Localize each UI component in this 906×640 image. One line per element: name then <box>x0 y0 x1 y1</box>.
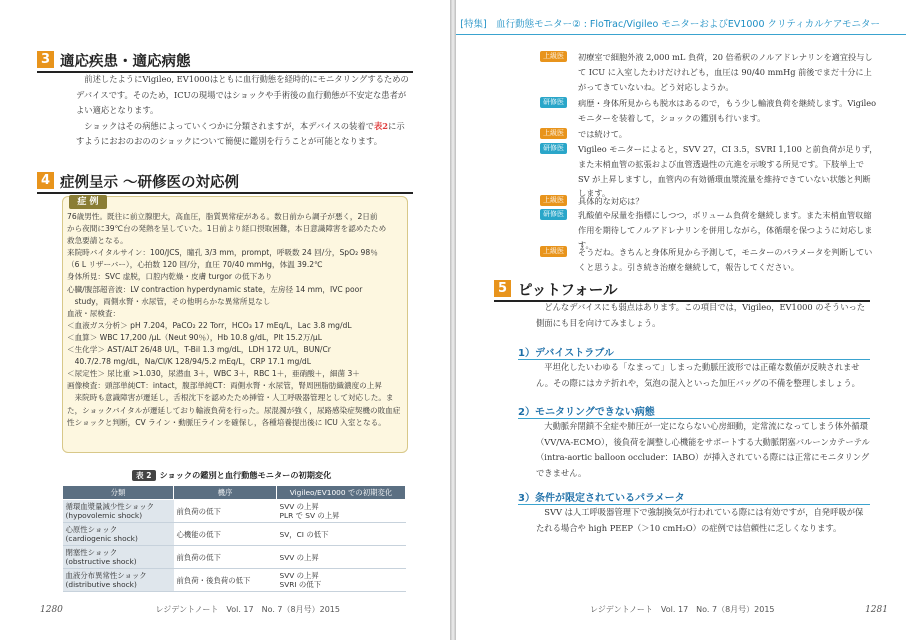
table-cell: 前負荷の低下 <box>174 500 277 523</box>
table-row <box>63 569 406 592</box>
header-tag: [特集] <box>460 19 487 30</box>
p2-text-a: ショックはその病態によっていくつかに分類されますが，本デバイスの装着で <box>84 120 374 131</box>
dialog-text: Vigileo モニターによると，SVV 27，CI 3.5，SVRI 1,100 と前負荷が足りず，また末梢血管の拡張および血管透過性の亢進を示唆する所見です。下肢挙上で SV が上昇しますし，血管内の有効循環血漿流量を維持できていない状態と判断します。 <box>578 144 878 199</box>
running-header-text <box>460 16 880 30</box>
case-line: ＜血液ガス分析＞ pH 7.204，PaCO₂ 22 Torr，HCO₃ 17 mEq/L，Lac 3.8 mg/dL <box>67 320 352 330</box>
case-line: 来院時も意識障害が遷延し，舌根沈下を認めたため挿管・人工呼吸器管理として対応した。ま <box>67 393 394 403</box>
table-cell: 前負荷・後負荷の低下 <box>174 569 277 592</box>
table-cell: 閉塞性ショック (obstructive shock) <box>63 546 174 569</box>
dialog-text: 病歴・身体所見からも脱水はあるので，もう少し輸液負荷を継続します。Vigileo モニターを装着して，ショックの鑑別も行います。 <box>578 98 877 123</box>
table-cell: SV，CI の低下 <box>277 523 406 546</box>
right-folio <box>590 604 888 615</box>
section-3-number: 3 <box>37 51 54 68</box>
case-line: 血液・尿検査： <box>67 308 121 318</box>
subsection-2-text: 大動脈弁閉鎖不全症や肺圧が一定にならない心房細動，定常流になってしまう体外循環（VV/VA-ECMO），後負荷を調整し心機能をサポートする大動脈閉塞バルーンカテーテル（intra-aortic balloon occluder：IABO）が挿入されている際には正常にモニタリングできません。 <box>536 421 870 478</box>
table-cell: 血液分布異常性ショック (distributive shock) <box>63 569 174 592</box>
subsection-3-text: SVV は人工呼吸器管理下で強制換気が行われている際には有効ですが，自発呼吸が保たれる場合や high PEEP（＞10 cmH₂O）の症例では信頼性に乏しくなります。 <box>536 507 864 533</box>
table-header-row <box>63 486 406 500</box>
speaker-label: 研修医 <box>540 209 567 220</box>
case-line: 救急要請となる。 <box>67 236 128 246</box>
section-3-paragraph-2 <box>76 119 410 150</box>
left-folio <box>40 604 340 615</box>
table-cell: 前負荷の低下 <box>174 546 277 569</box>
right-page-number: 1281 <box>865 605 888 615</box>
subsection-1-text: 平坦化したいわゆる「なまって」しまった動脈圧波形では正確な数値が反映されません。その際にはカテ折れや，気泡の混入といった加圧バッグの不備を整理しましょう。 <box>536 362 860 388</box>
table-row <box>63 546 406 569</box>
table-2-reference[interactable]: 表2 <box>373 120 389 131</box>
speaker-label: 上級医 <box>540 246 567 257</box>
speaker-label: 上級医 <box>540 195 567 206</box>
left-page-number: 1280 <box>40 605 63 615</box>
dialog-line <box>540 96 880 126</box>
table-cell: 心原性ショック (cardiogenic shock) <box>63 523 174 546</box>
case-line: ＜生化学＞ AST/ALT 26/48 U/L，T-Bil 1.3 mg/dL，LDH 172 U/L，BUN/Cr <box>67 345 331 355</box>
dialog-text: そうだね。きちんと身体所見から予測して，モニターのパラメータを判断していくと思うよ。引き続き治療を継続して，報告してください。 <box>578 247 873 272</box>
table-cell: 循環血漿量減少性ショック (hypovolemic shock) <box>63 500 174 523</box>
case-line: から夜間に39℃台の発熱を呈していた。1日前より経口摂取困難，本日意識障害を認めたため <box>67 224 387 234</box>
section-4-number: 4 <box>37 172 54 189</box>
right-journal: レジデントノート Vol. 17 No. 7（8月号）2015 <box>590 605 775 614</box>
section-5-title: ピットフォール <box>518 283 618 299</box>
section-5-intro-text: どんなデバイスにも弱点はあります。この項目では，Vigileo，EV1000 のそういった側面にも目を向けてみましょう。 <box>536 302 866 328</box>
case-line: （6 L リザーバー），心拍数 120 回/分，血圧 70/40 mmHg，体温 39.2℃ <box>67 260 323 270</box>
dialog-text: 初療室で細胞外液 2,000 mL 負荷，20 倍希釈のノルアドレナリンを適宜投与して ICU に入室したわけだけれども，血圧は 90/40 mmHg 前後でまだ十分に上がってきていないね。どう対応しようか。 <box>578 52 873 92</box>
section-3-body <box>76 72 410 150</box>
table-header-cell: Vigileo/EV1000 での初期変化 <box>277 486 406 500</box>
case-line: 来院時バイタルサイン：100/JCS，瞳孔 3/3 mm，prompt，呼吸数 24 回/分，SpO₂ 98％ <box>67 248 378 258</box>
dialog-text: では続けて。 <box>578 129 627 139</box>
section-4-rule <box>37 192 413 194</box>
running-header <box>456 12 906 35</box>
speaker-label: 上級医 <box>540 51 567 62</box>
section-5-intro <box>536 300 870 331</box>
table-cell: 心機能の低下 <box>174 523 277 546</box>
speaker-label: 研修医 <box>540 97 567 108</box>
table-2-caption-text: ショックの鑑別と血行動態モニターの初期変化 <box>159 470 332 480</box>
subsection-3-body <box>536 505 870 536</box>
left-page <box>0 0 450 640</box>
table-header-cell: 機序 <box>174 486 277 500</box>
case-text <box>67 211 405 429</box>
section-3-title: 適応疾患・適応病態 <box>60 54 191 70</box>
case-line: ＜尿定性＞ 尿比重 >1.030，尿潜血 3＋，WBC 3＋，RBC 1＋，亜硝酸＋，細菌 3＋ <box>67 369 360 379</box>
table-cell: SVV の上昇 SVRI の低下 <box>277 569 406 592</box>
right-page <box>456 0 906 640</box>
dialog-line <box>540 127 880 142</box>
case-line: 40.7/2.78 mg/dL，Na/Cl/K 128/94/5.2 mEq/L，CRP 17.1 mg/dL <box>67 357 311 367</box>
table-body <box>63 500 406 592</box>
case-line: 性ショックと判断，CV ライン・動脈圧ラインを確保し，各種培養提出後に ICU 入室となる。 <box>67 417 386 427</box>
dialog-text: 具体的な対応は？ <box>578 196 644 206</box>
dialog-line <box>540 142 880 199</box>
table-2-caption <box>132 470 331 481</box>
case-tag: 症 例 <box>69 195 107 209</box>
shock-table <box>62 485 406 592</box>
case-line: た，ショックバイタルが遷延しており輸液負荷を行った。尿混濁が強く，尿路感染症契機の敗血症 <box>67 405 401 415</box>
table-row <box>63 523 406 546</box>
dialog-line <box>540 50 880 95</box>
left-journal: レジデントノート Vol. 17 No. 7（8月号）2015 <box>155 605 340 614</box>
section-5-number: 5 <box>494 280 511 297</box>
header-title: 血行動態モニター② : FloTrac/Vigileo モニターおよびEV1000 クリティカルケアモニター <box>496 19 880 30</box>
table-cell: SVV の上昇 PLR で SV の上昇 <box>277 500 406 523</box>
p2-text-b: に示すようにおおのおののショックについて簡便に鑑別を行うことが可能となります。 <box>76 120 405 146</box>
case-line: 76歳男性。既往に前立腺肥大，高血圧，脂質異常症がある。数日前から調子が悪く，2日前 <box>67 212 378 221</box>
subsection-1-title: 1）デバイストラブル <box>518 348 614 359</box>
subsection-3-title: 3）条件が限定されているパラメータ <box>518 493 685 504</box>
section-4-title: 症例呈示 〜研修医の対応例 <box>60 175 240 191</box>
section-3-paragraph-1: 前述したようにVigileo, EV1000はともに血行動態を経時的にモニタリングするためのデバイスです。そのため，ICUの現場ではショックや手術後の血行動態が不安定な患者がよい適応となります。 <box>76 74 409 115</box>
case-line: 心臓/腹部超音波：LV contraction hyperdynamic state，左房径 14 mm，IVC poor <box>67 284 363 294</box>
dialog-line <box>540 208 880 250</box>
dialog-line <box>540 245 880 275</box>
case-line: 画像検査：頭部単純CT：intact，腹部単純CT：両側水腎・水尿管，腎周囲脂肪織濃度の上昇 <box>67 381 382 391</box>
dialog-line <box>540 194 880 208</box>
subsection-2-title: 2）モニタリングできない病態 <box>518 407 655 418</box>
dialog-text: 乳酸値や尿量を指標にしつつ，ボリューム負荷を継続します。また末梢血管収縮作用を期待してノルアドレナリンを併用しながら，体循環を保つように対応します。 <box>578 210 873 250</box>
subsection-1-body <box>536 360 870 391</box>
case-box <box>62 196 408 453</box>
table-header-cell: 分類 <box>63 486 174 500</box>
speaker-label: 上級医 <box>540 128 567 139</box>
subsection-2-body <box>536 419 870 481</box>
table-cell: SVV の上昇 <box>277 546 406 569</box>
case-line: ＜血算＞ WBC 17,200 /μL（Neut 90％），Hb 10.8 g/dL，Plt 15.2万/μL <box>67 332 322 342</box>
table-2-badge: 表 2 <box>132 470 156 481</box>
speaker-label: 研修医 <box>540 143 567 154</box>
case-line: 身体所見：SVC 虚脱，口腔内乾燥・皮膚 turgor の低下あり <box>67 272 273 282</box>
table-row <box>63 500 406 523</box>
case-line: study，両側水腎・水尿管，その他明らかな異常所見なし <box>67 296 271 306</box>
